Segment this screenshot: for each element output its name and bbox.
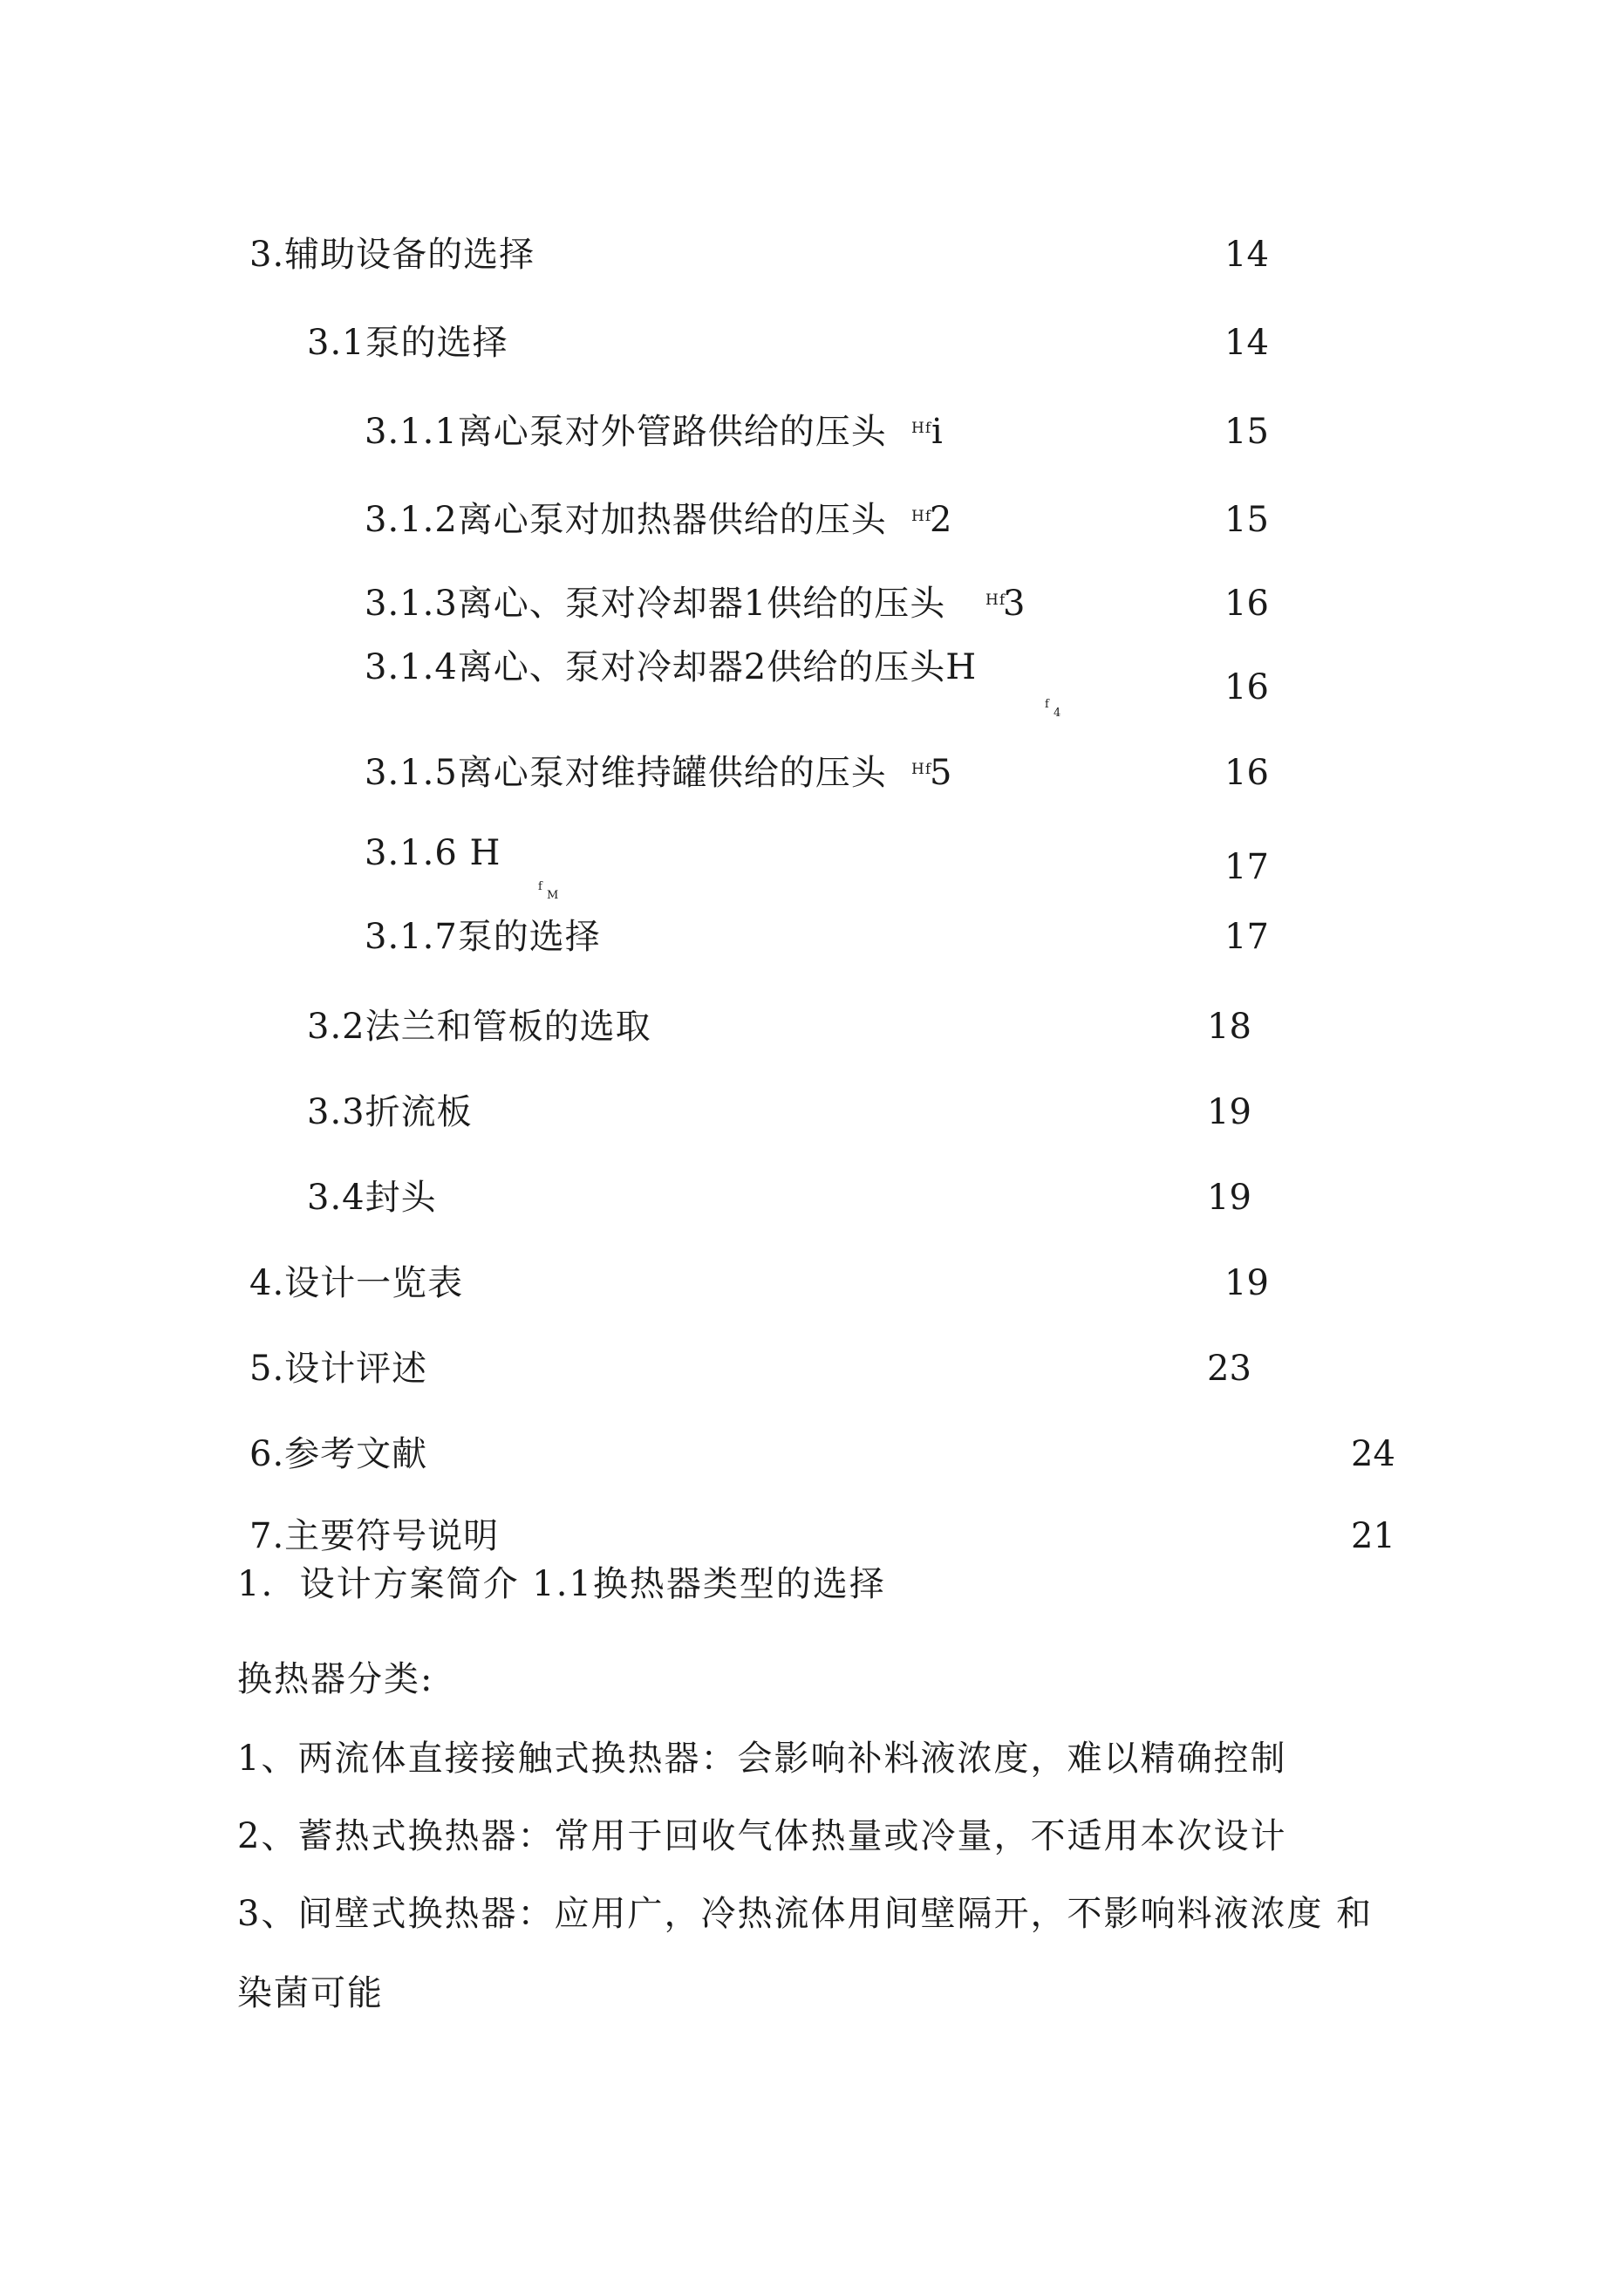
toc-entry-symbol-index: 5 (930, 753, 953, 793)
toc-entry-symbol: Hf (911, 420, 932, 437)
toc-entry-label: 3.4封头 (307, 1178, 437, 1218)
toc-entry-page: 17 (1224, 847, 1269, 887)
toc-entry-symbol-index: 3 (1003, 584, 1026, 624)
toc-entry-page: 19 (1207, 1178, 1251, 1218)
toc-entry-page: 14 (1224, 323, 1269, 363)
toc-entry-label: 3.3折流板 (307, 1092, 473, 1132)
toc-entry-label: 3.1.6 H (365, 833, 501, 873)
toc-entry-symbol: Hf (985, 591, 1006, 609)
toc-entry-label: 3.辅助设备的选择 (249, 235, 535, 275)
toc-entry-symbol-index: i (931, 412, 944, 452)
section-heading: 1. 设计方案简介 1.1换热器类型的选择 (237, 1564, 886, 1604)
toc-entry-label: 7.主要符号说明 (249, 1516, 500, 1556)
toc-entry-page: 15 (1224, 500, 1269, 540)
toc-entry-label: 3.1.4离心、泵对冷却器2供给的压头H (365, 647, 978, 687)
toc-entry-page: 16 (1224, 753, 1269, 793)
toc-entry-label: 4.设计一览表 (249, 1263, 464, 1303)
toc-entry-page: 21 (1351, 1516, 1395, 1556)
toc-entry-page: 16 (1224, 667, 1269, 707)
toc-entry-page: 23 (1207, 1349, 1251, 1389)
toc-entry-subscript: f (538, 880, 542, 893)
toc-entry-label: 5.设计评述 (249, 1349, 428, 1389)
toc-entry-subscript-index: 4 (1054, 707, 1061, 720)
toc-entry-label: 3.1泵的选择 (307, 323, 508, 363)
paragraph-line: 3、间壁式换热器：应用广，冷热流体用间壁隔开，不影响料液浓度 和 (237, 1894, 1374, 1934)
paragraph-line: 换热器分类: (237, 1659, 434, 1699)
paragraph-line: 染菌可能 (237, 1973, 384, 2013)
toc-entry-page: 16 (1224, 584, 1269, 624)
paragraph-line: 2、蓄热式换热器：常用于回收气体热量或冷量，不适用本次设计 (237, 1816, 1287, 1856)
toc-entry-label: 3.1.1离心泵对外管路供给的压头 (365, 412, 887, 452)
toc-entry-label: 3.2法兰和管板的选取 (307, 1007, 651, 1047)
toc-entry-page: 15 (1224, 412, 1269, 452)
toc-entry-label: 3.1.5离心泵对维持罐供给的压头 (365, 753, 887, 793)
toc-entry-subscript-index: M (547, 889, 559, 902)
toc-entry-label: 3.1.2离心泵对加热器供给的压头 (365, 500, 887, 540)
toc-entry-symbol: Hf (911, 761, 932, 778)
toc-entry-page: 19 (1207, 1092, 1251, 1132)
toc-entry-page: 24 (1351, 1434, 1395, 1474)
toc-entry-label: 6.参考文献 (249, 1434, 428, 1474)
paragraph-line: 1、两流体直接接触式换热器：会影响补料液浓度，难以精确控制 (237, 1739, 1287, 1779)
toc-entry-page: 17 (1224, 917, 1269, 957)
toc-entry-page: 19 (1224, 1263, 1269, 1303)
toc-entry-label: 3.1.3离心、泵对冷却器1供给的压头 (365, 584, 946, 624)
toc-entry-symbol: Hf (911, 508, 932, 525)
toc-entry-symbol-index: 2 (930, 500, 953, 540)
toc-entry-page: 18 (1207, 1007, 1251, 1047)
toc-entry-page: 14 (1224, 235, 1269, 275)
toc-entry-label: 3.1.7泵的选择 (365, 917, 601, 957)
toc-entry-subscript: f (1045, 698, 1049, 711)
